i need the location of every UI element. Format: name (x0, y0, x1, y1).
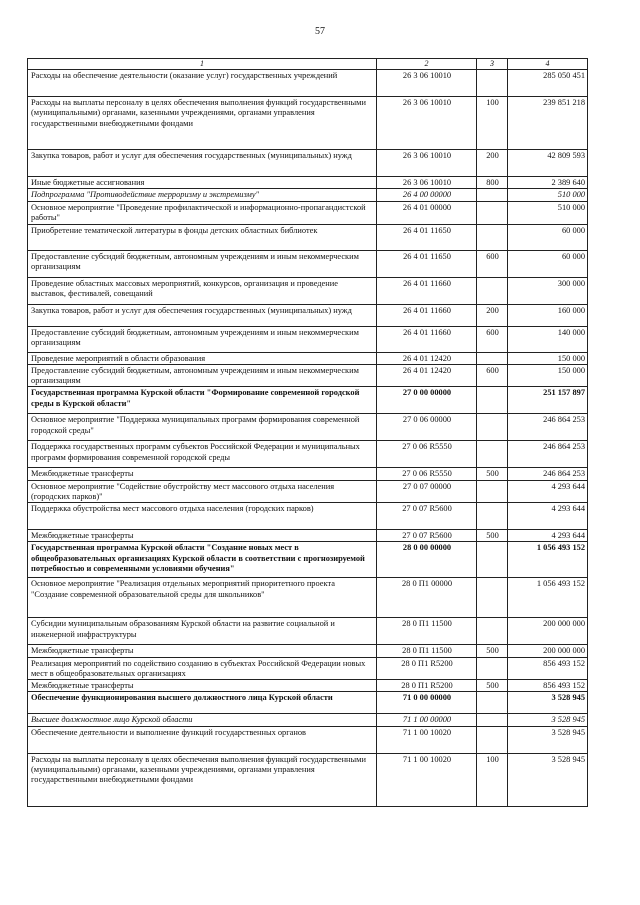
row-amount: 4 293 644 (508, 480, 588, 503)
row-code: 26 3 06 10010 (377, 97, 477, 150)
row-name: Межбюджетные трансферты (28, 680, 377, 692)
row-amount: 4 293 644 (508, 503, 588, 530)
row-code: 26 4 01 11650 (377, 224, 477, 250)
table-row (28, 189, 588, 201)
row-amount: 300 000 (508, 277, 588, 304)
row-code: 26 4 00 00000 (377, 189, 477, 201)
row-amount: 510 000 (508, 189, 588, 201)
header-amount: 4 (508, 59, 588, 70)
row-name: Поддержка государственных программ субъектов Российской Федерации и муниципальных программ формирования современной городской среды (28, 441, 377, 468)
row-code: 27 0 06 R5550 (377, 468, 477, 480)
row-code: 28 0 П1 R5200 (377, 657, 477, 680)
row-name: Государственная программа Курской области "Формирование современной городской среды в Курской области" (28, 387, 377, 414)
row-type: 500 (477, 468, 508, 480)
row-type: 600 (477, 326, 508, 352)
row-amount: 2 389 640 (508, 177, 588, 189)
row-amount: 251 157 897 (508, 387, 588, 414)
row-type (477, 224, 508, 250)
row-amount: 1 056 493 152 (508, 578, 588, 618)
row-type (477, 503, 508, 530)
row-amount: 60 000 (508, 250, 588, 277)
row-code: 28 0 П1 11500 (377, 645, 477, 657)
row-type (477, 480, 508, 503)
row-name: Межбюджетные трансферты (28, 530, 377, 542)
table-row (28, 542, 588, 578)
row-code: 28 0 П1 R5200 (377, 680, 477, 692)
row-code: 71 1 00 10020 (377, 753, 477, 806)
table-row (28, 201, 588, 224)
row-code: 26 3 06 10010 (377, 150, 477, 177)
row-amount: 42 809 593 (508, 150, 588, 177)
row-code: 26 4 01 12420 (377, 364, 477, 387)
row-type: 500 (477, 645, 508, 657)
table-row (28, 70, 588, 97)
row-name: Проведение областных массовых мероприятий, конкурсов, организация и проведение выставок, фестивалей, совещаний (28, 277, 377, 304)
table-row (28, 714, 588, 726)
row-name: Закупка товаров, работ и услуг для обеспечения государственных (муниципальных) нужд (28, 304, 377, 326)
row-type: 500 (477, 530, 508, 542)
row-code: 27 0 06 R5550 (377, 441, 477, 468)
row-amount: 160 000 (508, 304, 588, 326)
table-row (28, 578, 588, 618)
row-amount: 200 000 000 (508, 645, 588, 657)
row-amount: 3 528 945 (508, 726, 588, 753)
row-amount: 200 000 000 (508, 618, 588, 645)
table-row (28, 250, 588, 277)
row-name: Приобретение тематической литературы в фонды детских областных библиотек (28, 224, 377, 250)
row-name: Высшее должностное лицо Курской области (28, 714, 377, 726)
row-code: 27 0 06 00000 (377, 414, 477, 441)
row-name: Иные бюджетные ассигнования (28, 177, 377, 189)
table-row (28, 224, 588, 250)
row-name: Проведение мероприятий в области образования (28, 352, 377, 364)
table-body (28, 70, 588, 807)
row-name: Предоставление субсидий бюджетным, автономным учреждениям и иным некоммерческим организациям (28, 250, 377, 277)
table-row (28, 304, 588, 326)
row-name: Закупка товаров, работ и услуг для обеспечения государственных (муниципальных) нужд (28, 150, 377, 177)
row-type (477, 277, 508, 304)
row-amount: 60 000 (508, 224, 588, 250)
page-number: 57 (315, 26, 325, 37)
table-row (28, 618, 588, 645)
row-type (477, 578, 508, 618)
row-type: 100 (477, 97, 508, 150)
table-row (28, 680, 588, 692)
table-header-row (28, 59, 588, 70)
row-code: 27 0 07 R5600 (377, 530, 477, 542)
row-amount: 856 493 152 (508, 657, 588, 680)
row-name: Расходы на выплаты персоналу в целях обеспечения выполнения функций государственными (муниципальными) органами, казенными учреждениями, органами управления государственными внебюджетными фондами (28, 97, 377, 150)
row-name: Межбюджетные трансферты (28, 468, 377, 480)
row-amount: 3 528 945 (508, 692, 588, 714)
row-code: 28 0 00 00000 (377, 542, 477, 578)
row-type: 100 (477, 753, 508, 806)
row-name: Обеспечение функционирования высшего должностного лица Курской области (28, 692, 377, 714)
row-code: 71 0 00 00000 (377, 692, 477, 714)
row-type (477, 352, 508, 364)
row-type (477, 387, 508, 414)
row-amount: 239 851 218 (508, 97, 588, 150)
row-name: Основное мероприятие "Поддержка муниципальных программ формирования современной городской среды" (28, 414, 377, 441)
row-amount: 1 056 493 152 (508, 542, 588, 578)
row-amount: 150 000 (508, 352, 588, 364)
table-row (28, 480, 588, 503)
row-code: 26 3 06 10010 (377, 70, 477, 97)
table-row (28, 503, 588, 530)
row-type (477, 189, 508, 201)
table-row (28, 352, 588, 364)
table-row (28, 277, 588, 304)
row-code: 71 1 00 00000 (377, 714, 477, 726)
row-code: 71 1 00 10020 (377, 726, 477, 753)
row-type (477, 618, 508, 645)
table-row (28, 530, 588, 542)
row-type (477, 726, 508, 753)
row-amount: 246 864 253 (508, 414, 588, 441)
row-amount: 510 000 (508, 201, 588, 224)
row-type (477, 692, 508, 714)
row-type (477, 70, 508, 97)
row-amount: 285 050 451 (508, 70, 588, 97)
row-code: 26 4 01 11660 (377, 277, 477, 304)
row-name: Предоставление субсидий бюджетным, автономным учреждениям и иным некоммерческим организациям (28, 326, 377, 352)
row-amount: 3 528 945 (508, 753, 588, 806)
row-code: 26 4 01 11660 (377, 326, 477, 352)
row-type: 800 (477, 177, 508, 189)
header-name: 1 (28, 59, 377, 70)
table-row (28, 326, 588, 352)
row-name: Основное мероприятие "Проведение профилактической и информационно-пропагандистской работы" (28, 201, 377, 224)
row-type: 600 (477, 250, 508, 277)
row-amount: 856 493 152 (508, 680, 588, 692)
row-name: Реализация мероприятий по содействию созданию в субъектах Российской Федерации новых мест в общеобразовательных организациях (28, 657, 377, 680)
row-type (477, 714, 508, 726)
row-code: 28 0 П1 00000 (377, 578, 477, 618)
row-type (477, 542, 508, 578)
table-row (28, 177, 588, 189)
row-type (477, 441, 508, 468)
row-type: 600 (477, 364, 508, 387)
table-row (28, 150, 588, 177)
table-row (28, 441, 588, 468)
row-amount: 3 528 945 (508, 714, 588, 726)
row-code: 26 3 06 10010 (377, 177, 477, 189)
row-type: 200 (477, 304, 508, 326)
row-code: 27 0 00 00000 (377, 387, 477, 414)
table-row (28, 753, 588, 806)
row-name: Предоставление субсидий бюджетным, автономным учреждениям и иным некоммерческим организациям (28, 364, 377, 387)
row-name: Обеспечение деятельности и выполнение функций государственных органов (28, 726, 377, 753)
row-type (477, 201, 508, 224)
row-code: 26 4 01 11650 (377, 250, 477, 277)
row-name: Расходы на обеспечение деятельности (оказание услуг) государственных учреждений (28, 70, 377, 97)
table-row (28, 645, 588, 657)
row-name: Подпрограмма "Противодействие терроризму и экстремизму" (28, 189, 377, 201)
row-code: 26 4 01 11660 (377, 304, 477, 326)
row-type: 200 (477, 150, 508, 177)
row-type (477, 414, 508, 441)
row-name: Государственная программа Курской области "Создание новых мест в общеобразовательных организациях Курской области в соответствии с прогнозируемой потребностью и современными условиями обучения" (28, 542, 377, 578)
row-amount: 140 000 (508, 326, 588, 352)
table-row (28, 468, 588, 480)
header-type: 3 (477, 59, 508, 70)
row-code: 26 4 01 00000 (377, 201, 477, 224)
row-name: Основное мероприятие "Реализация отдельных мероприятий приоритетного проекта "Создание современной образовательной среды для школьников" (28, 578, 377, 618)
row-code: 28 0 П1 11500 (377, 618, 477, 645)
row-name: Межбюджетные трансферты (28, 645, 377, 657)
row-amount: 246 864 253 (508, 441, 588, 468)
budget-table (27, 58, 588, 807)
row-name: Расходы на выплаты персоналу в целях обеспечения выполнения функций государственными (муниципальными) органами, казенными учреждениями, органами управления государственными внебюджетными фондами (28, 753, 377, 806)
row-name: Основное мероприятие "Содействие обустройству мест массового отдыха населения (городских парков)" (28, 480, 377, 503)
row-code: 26 4 01 12420 (377, 352, 477, 364)
row-amount: 246 864 253 (508, 468, 588, 480)
table-row (28, 657, 588, 680)
table-row (28, 364, 588, 387)
table-row (28, 414, 588, 441)
row-type: 500 (477, 680, 508, 692)
row-code: 27 0 07 00000 (377, 480, 477, 503)
table-row (28, 387, 588, 414)
row-amount: 150 000 (508, 364, 588, 387)
row-code: 27 0 07 R5600 (377, 503, 477, 530)
row-type (477, 657, 508, 680)
row-name: Поддержка обустройства мест массового отдыха населения (городских парков) (28, 503, 377, 530)
header-code: 2 (377, 59, 477, 70)
table-row (28, 97, 588, 150)
table-row (28, 726, 588, 753)
row-name: Субсидии муниципальным образованиям Курской области на развитие социальной и инженерной инфраструктуры (28, 618, 377, 645)
row-amount: 4 293 644 (508, 530, 588, 542)
table-row (28, 692, 588, 714)
